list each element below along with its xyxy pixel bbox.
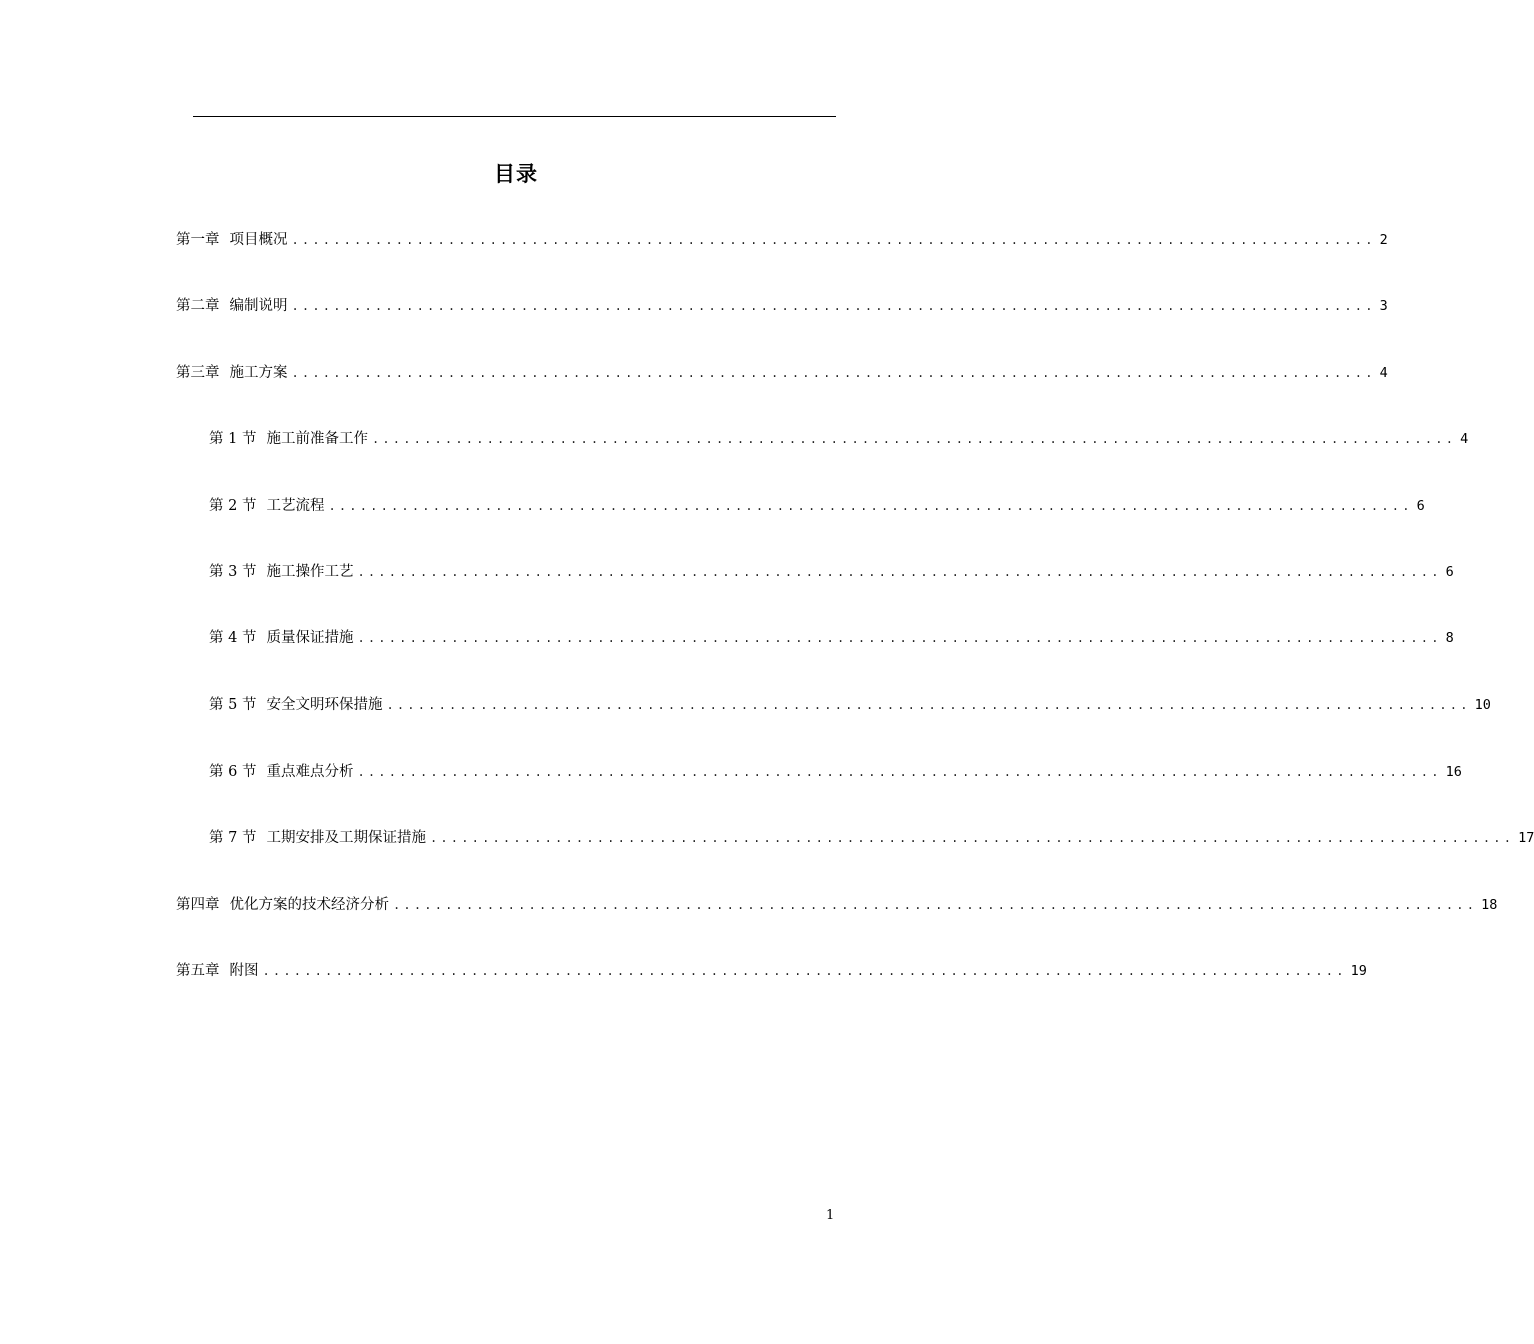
toc-entry-section-2[interactable] bbox=[209, 495, 1425, 517]
toc-dot-leader: ........................................................................................................ bbox=[357, 765, 1442, 779]
toc-entry-page: 16 bbox=[1445, 764, 1462, 780]
toc-dot-leader: ........................................................................................................ bbox=[291, 366, 1376, 380]
toc-entry-label: 施工操作工艺 bbox=[266, 564, 354, 580]
toc-entry-section-3[interactable] bbox=[209, 561, 1454, 583]
toc-entry-number: 第 3 节 bbox=[209, 564, 257, 580]
toc-entry-page: 3 bbox=[1379, 298, 1388, 314]
toc-entry-page: 6 bbox=[1416, 498, 1425, 514]
toc-title: 目录 bbox=[494, 162, 538, 186]
toc-dot-leader: ........................................................................................................ bbox=[393, 898, 1478, 912]
toc-entry-label: 工艺流程 bbox=[266, 498, 325, 514]
toc-entry-page: 2 bbox=[1379, 232, 1388, 248]
page-number: 1 bbox=[826, 1208, 835, 1223]
toc-dot-leader: ........................................................................................................ bbox=[429, 831, 1515, 845]
toc-entry-number: 第五章 bbox=[176, 963, 220, 979]
toc-entry-label: 施工前准备工作 bbox=[266, 431, 368, 447]
toc-entry-page: 4 bbox=[1460, 431, 1469, 447]
toc-entry-number: 第 7 节 bbox=[209, 830, 257, 846]
toc-entry-label: 重点难点分析 bbox=[266, 764, 354, 780]
toc-entry-section-5[interactable] bbox=[209, 694, 1491, 716]
toc-entry-number: 第 2 节 bbox=[209, 498, 257, 514]
toc-entry-label: 编制说明 bbox=[229, 298, 288, 314]
toc-dot-leader: ........................................................................................................ bbox=[357, 631, 1442, 645]
toc-entry-chapter-2[interactable] bbox=[176, 295, 1388, 317]
toc-entry-section-4[interactable] bbox=[209, 627, 1454, 649]
toc-entry-label: 质量保证措施 bbox=[266, 630, 354, 646]
toc-entry-chapter-3[interactable] bbox=[176, 362, 1388, 384]
toc-entry-page: 10 bbox=[1474, 697, 1491, 713]
toc-entry-section-1[interactable] bbox=[209, 428, 1469, 450]
toc-dot-leader: ........................................................................................................ bbox=[357, 565, 1442, 579]
toc-entry-label: 安全文明环保措施 bbox=[266, 697, 383, 713]
toc-entry-label: 施工方案 bbox=[229, 365, 288, 381]
toc-entry-chapter-4[interactable] bbox=[176, 894, 1498, 916]
toc-entry-number: 第二章 bbox=[176, 298, 220, 314]
toc-entry-label: 附图 bbox=[229, 963, 259, 979]
toc-entry-page: 6 bbox=[1445, 564, 1454, 580]
toc-entry-number: 第三章 bbox=[176, 365, 220, 381]
toc-dot-leader: ........................................................................................................ bbox=[371, 432, 1457, 446]
toc-entry-number: 第 1 节 bbox=[209, 431, 257, 447]
toc-entry-section-7[interactable] bbox=[209, 827, 1534, 849]
toc-dot-leader: ........................................................................................................ bbox=[291, 233, 1376, 247]
toc-dot-leader: ........................................................................................................ bbox=[328, 499, 1413, 513]
toc-dot-leader: ........................................................................................................ bbox=[262, 964, 1347, 978]
toc-entry-page: 17 bbox=[1518, 830, 1534, 846]
toc-entry-page: 4 bbox=[1379, 365, 1388, 381]
toc-entry-number: 第四章 bbox=[176, 897, 220, 913]
toc-entry-section-6[interactable] bbox=[209, 761, 1462, 783]
toc-entry-label: 工期安排及工期保证措施 bbox=[266, 830, 426, 846]
toc-entry-chapter-1[interactable] bbox=[176, 229, 1388, 251]
toc-entry-number: 第 4 节 bbox=[209, 630, 257, 646]
toc-entry-page: 8 bbox=[1445, 630, 1454, 646]
toc-entry-chapter-5[interactable] bbox=[176, 960, 1367, 982]
toc-entry-page: 19 bbox=[1350, 963, 1367, 979]
toc-entry-label: 优化方案的技术经济分析 bbox=[229, 897, 389, 913]
toc-entry-label: 项目概况 bbox=[229, 232, 288, 248]
toc-entry-page: 18 bbox=[1481, 897, 1498, 913]
toc-entry-number: 第 5 节 bbox=[209, 697, 257, 713]
toc-entry-number: 第 6 节 bbox=[209, 764, 257, 780]
toc-entry-number: 第一章 bbox=[176, 232, 220, 248]
toc-dot-leader: ........................................................................................................ bbox=[386, 698, 1471, 712]
toc-dot-leader: ........................................................................................................ bbox=[291, 299, 1376, 313]
